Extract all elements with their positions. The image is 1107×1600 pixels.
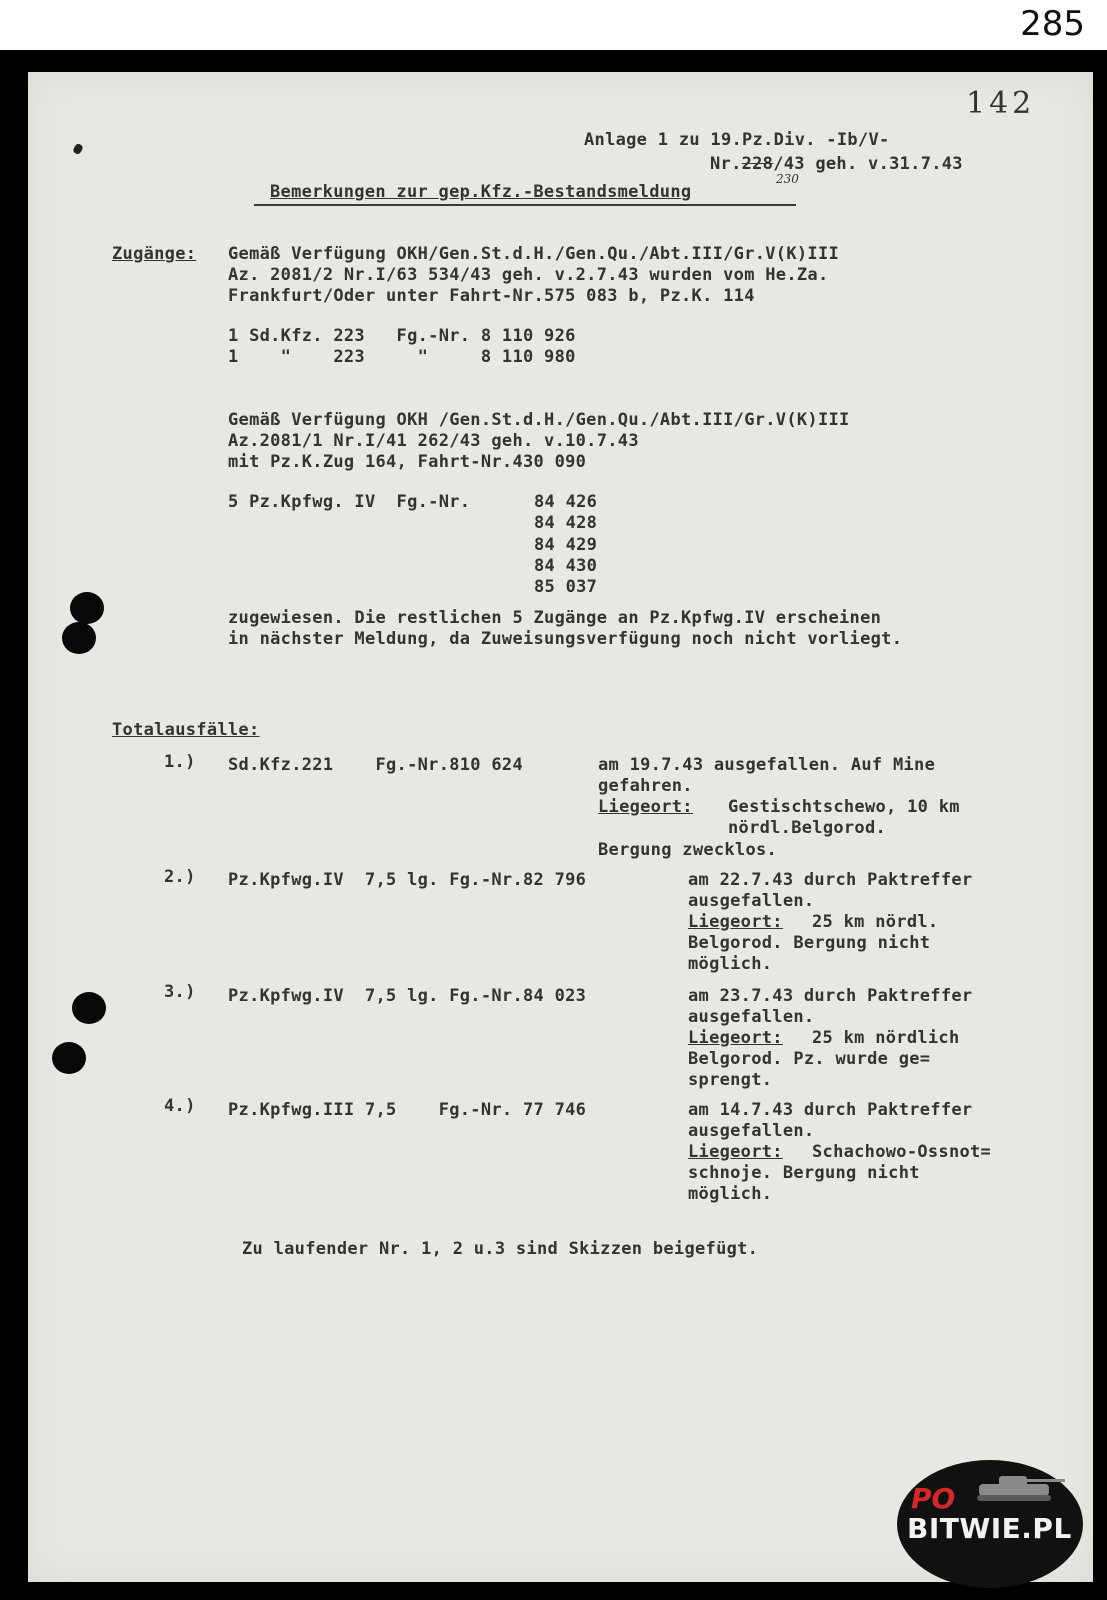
- liegeort-text: Belgorod. Bergung nicht: [688, 933, 931, 953]
- liegeort-text: möglich.: [688, 1184, 773, 1204]
- pobitwie-logo: [897, 1460, 1083, 1588]
- liegeort-text: Belgorod. Pz. wurde ge=: [688, 1049, 931, 1069]
- liegeort-text: nördl.Belgorod.: [728, 818, 887, 838]
- fg-number: 84 428: [534, 513, 598, 533]
- top-margin-bar: [0, 0, 1107, 50]
- entry-number: 2.): [164, 867, 196, 887]
- liegeort-text: sprengt.: [688, 1070, 773, 1090]
- liegeort-text: schnoje. Bergung nicht: [688, 1163, 920, 1183]
- entry-number: 4.): [164, 1096, 196, 1116]
- logo-text-bitwie: BITWIE.PL: [907, 1512, 1072, 1545]
- header-line-2: Nr.228/43 geh. v.31.7.43: [710, 154, 963, 174]
- liegeort-text: Schachowo-Ossnot=: [812, 1142, 992, 1162]
- zugaenge-block2-line-2: Az.2081/1 Nr.I/41 262/43 geh. v.10.7.43: [228, 431, 639, 451]
- punch-hole: [52, 1042, 86, 1074]
- liegeort-text: 25 km nördl.: [812, 912, 939, 932]
- footer-note: Zu laufender Nr. 1, 2 u.3 sind Skizzen beigefügt.: [242, 1239, 759, 1259]
- zugaenge-line-2: Az. 2081/2 Nr.I/63 534/43 geh. v.2.7.43 wurden vom He.Za.: [228, 265, 829, 285]
- zugaenge-line-1: Gemäß Verfügung OKH/Gen.St.d.H./Gen.Qu./Abt.III/Gr.V(K)III: [228, 244, 840, 264]
- ink-mark: [72, 143, 84, 156]
- totalausfaelle-label: Totalausfälle:: [112, 720, 260, 740]
- entry-remark: am 22.7.43 durch Paktreffer: [688, 870, 973, 890]
- page-number: 285: [1020, 4, 1085, 44]
- liegeort-text: Gestischtschewo, 10 km: [728, 797, 960, 817]
- document-title: Bemerkungen zur gep.Kfz.-Bestandsmeldung: [270, 182, 692, 202]
- handwritten-correction: 230: [776, 172, 799, 186]
- zugaenge-label: Zugänge:: [112, 244, 197, 264]
- liegeort-label: Liegeort:: [598, 797, 693, 817]
- zugaenge-closing-1: zugewiesen. Die restlichen 5 Zugänge an Pz.Kpfwg.IV erscheinen: [228, 608, 882, 628]
- punch-hole: [70, 592, 104, 624]
- entry-remark: am 19.7.43 ausgefallen. Auf Mine: [598, 755, 936, 775]
- fg-number: 84 426: [534, 492, 598, 512]
- entry-remark: am 23.7.43 durch Paktreffer: [688, 986, 973, 1006]
- logo-text-po: PO: [911, 1482, 956, 1515]
- vehicles2-label: 5 Pz.Kpfwg. IV Fg.-Nr.: [228, 492, 471, 512]
- tank-icon: [969, 1470, 1069, 1504]
- document-page: [28, 72, 1093, 1582]
- folio-number: 142: [966, 86, 1036, 121]
- entry-extra: Bergung zwecklos.: [598, 840, 778, 860]
- fg-number: 85 037: [534, 577, 598, 597]
- liegeort-label: Liegeort:: [688, 912, 783, 932]
- entry-remark: gefahren.: [598, 776, 693, 796]
- entry-remark: ausgefallen.: [688, 1121, 815, 1141]
- liegeort-label: Liegeort:: [688, 1028, 783, 1048]
- vehicle-row: 1 " 223 " 8 110 980: [228, 347, 576, 367]
- zugaenge-line-3: Frankfurt/Oder unter Fahrt-Nr.575 083 b, Pz.K. 114: [228, 286, 755, 306]
- zugaenge-block2-line-1: Gemäß Verfügung OKH /Gen.St.d.H./Gen.Qu./Abt.III/Gr.V(K)III: [228, 410, 850, 430]
- title-underline: [254, 204, 796, 206]
- zugaenge-closing-2: in nächster Meldung, da Zuweisungsverfügung noch nicht vorliegt.: [228, 629, 903, 649]
- entry-vehicle: Pz.Kpfwg.IV 7,5 lg. Fg.-Nr.84 023: [228, 986, 587, 1006]
- liegeort-text: 25 km nördlich: [812, 1028, 960, 1048]
- entry-number: 1.): [164, 752, 196, 772]
- liegeort-label: Liegeort:: [688, 1142, 783, 1162]
- entry-vehicle: Sd.Kfz.221 Fg.-Nr.810 624: [228, 755, 523, 775]
- liegeort-text: möglich.: [688, 954, 773, 974]
- entry-remark: ausgefallen.: [688, 891, 815, 911]
- fg-number: 84 429: [534, 535, 598, 555]
- entry-number: 3.): [164, 982, 196, 1002]
- entry-vehicle: Pz.Kpfwg.IV 7,5 lg. Fg.-Nr.82 796: [228, 870, 587, 890]
- entry-remark: am 14.7.43 durch Paktreffer: [688, 1100, 973, 1120]
- punch-hole: [62, 622, 96, 654]
- fg-number: 84 430: [534, 556, 598, 576]
- vehicle-row: 1 Sd.Kfz. 223 Fg.-Nr. 8 110 926: [228, 326, 576, 346]
- zugaenge-block2-line-3: mit Pz.K.Zug 164, Fahrt-Nr.430 090: [228, 452, 587, 472]
- header-line-1: Anlage 1 zu 19.Pz.Div. -Ib/V-: [584, 130, 890, 150]
- punch-hole: [72, 992, 106, 1024]
- entry-remark: ausgefallen.: [688, 1007, 815, 1027]
- entry-vehicle: Pz.Kpfwg.III 7,5 Fg.-Nr. 77 746: [228, 1100, 587, 1120]
